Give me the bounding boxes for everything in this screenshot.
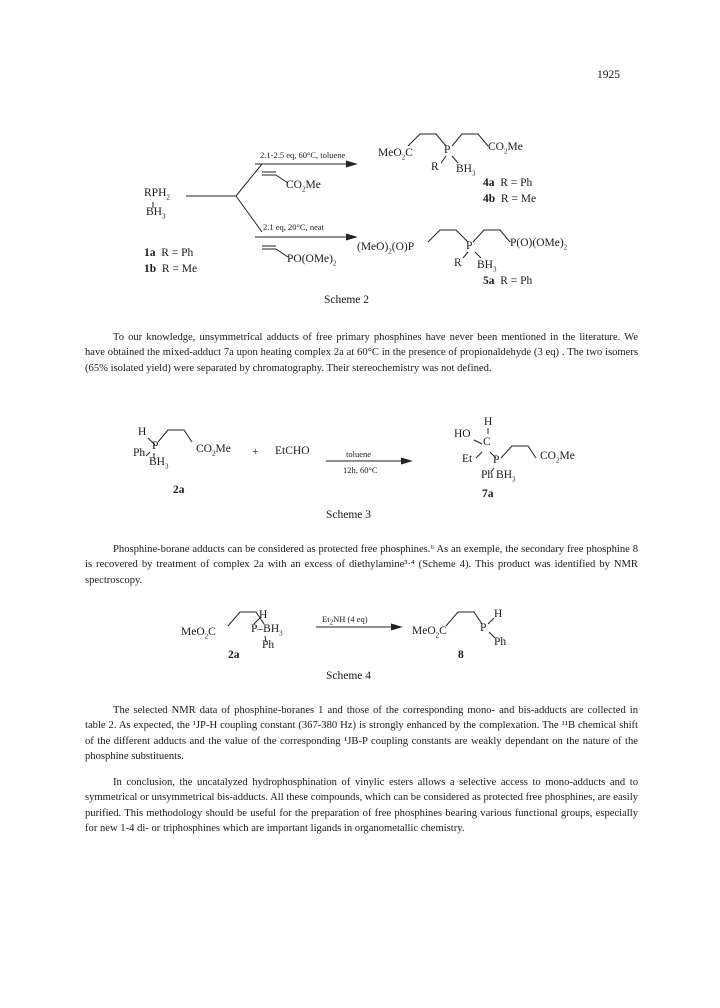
s4-ph: Ph (262, 639, 275, 651)
s3-prod-phbh3: Ph $BH_3$ (481, 469, 516, 484)
s4-arrow-head (391, 624, 401, 630)
start-formula: $RPH_2$ (144, 187, 170, 202)
s3-etcho: EtCHO (275, 445, 310, 457)
s3-conditions-bottom: 12h, 60°C (343, 465, 378, 475)
s3-prod-ho: HO (454, 428, 471, 440)
s4-label-2a: 2a (228, 649, 240, 661)
paragraph-3: The selected NMR data of phosphine-boranes 1 and those of the corresponding mono- and bis-adducts are collected in table 2. As expected, the ¹JP-H coupling constant (367-380 Hz) is strongly enhanced by the complexation. The ¹¹B chemical shift of the different adducts and the value of the corresponding ¹JB-P coupling constants are weakly dependant on the nature of the phosphine substituents. (85, 705, 638, 763)
s4-prod-ph: Ph (494, 636, 507, 648)
product-5-left-phosphonate: $(MeO)_2(O)P$ (357, 241, 415, 256)
paragraph-1: To our knowledge, unsymmetrical adducts of free primary phosphines have never been mentioned in the literature. We have obtained the mixed-adduct 7a upon heating complex 2a at 60°C in the presence of propionaldehyde (3 eq) . The two isomers (65% isolated yield) were separated by chromatography. Their stereochemistry was not defined. (85, 332, 638, 374)
s4-pbh3: $P-BH_3$ (251, 623, 283, 638)
s3-co2me: $CO_2Me$ (196, 443, 231, 458)
upper-conditions: 2.1-2.5 eq, 60°C, toluene (260, 150, 346, 160)
product-4-bh3: $BH_3$ (456, 163, 476, 178)
product-4-phosphorus: P (444, 144, 451, 156)
product-5-bh3: $BH_3$ (477, 259, 497, 274)
s3-prod-c: C (483, 436, 491, 448)
paragraph-4: In conclusion, the uncatalyzed hydrophosphination of vinylic esters allows a selective access to mono-adducts and to symmetrical or unsymmetrical bis-adducts. All these compounds, which can be considered as protected free phosphines, are easily purified. This methodology should be useful for the preparation of free phosphines bearing various functional groups, especially for new 1-4 di- or triphosphines which are important ligands in organometallic chemistry. (85, 777, 638, 835)
product-5-right-phosphonate: $P(O)(OMe)_2$ (510, 237, 568, 252)
product-5-phosphorus: P (466, 240, 473, 252)
s3-conditions-top: toluene (346, 449, 372, 459)
scheme-2-caption: Scheme 2 (324, 294, 370, 306)
start-bh3: $BH_3$ (146, 206, 166, 221)
s3-prod-co2me: $CO_2Me$ (540, 450, 575, 465)
compound-4a-label: 4a R = Ph (483, 177, 533, 189)
s4-label-8: 8 (458, 649, 464, 661)
s3-h: H (138, 426, 147, 438)
paragraph-2: Phosphine-borane adducts can be considered as protected free phosphines.⁶ As an exemple, the secondary free phosphine 8 is recovered by treatment of complex 2a with an excess of diethylamine³·⁴ (Scheme 4). This product was identified by NMR spectroscopy. (85, 544, 638, 586)
s3-ph: Ph (133, 447, 146, 459)
vinylphosphonate-reagent: $PO(OMe)_2$ (287, 253, 337, 268)
compound-5a-label: 5a R = Ph (483, 275, 533, 287)
s4-meo2c: MeO$_2$C (181, 626, 216, 641)
s4-h: H (259, 609, 268, 621)
product-4-r: R (431, 161, 439, 173)
s4-prod-h: H (494, 608, 503, 620)
acrylate-reagent: $CO_2Me$ (286, 179, 321, 194)
s4-prod-chain (446, 612, 482, 626)
s3-label-2a: 2a (173, 484, 185, 496)
product-4-right-ester: $CO_2Me$ (488, 141, 523, 156)
s4-prod-meo2c: MeO$_2$C (412, 625, 447, 640)
s3-label-7a: 7a (482, 488, 494, 500)
s3-prod-p: P (493, 454, 500, 466)
scheme-4-caption: Scheme 4 (326, 670, 372, 682)
page-number: 1925 (597, 69, 620, 81)
product-5-r: R (454, 257, 462, 269)
scheme-3-caption: Scheme 3 (326, 509, 372, 521)
s4-conditions: $Et_2NH$ (4 eq) (322, 614, 368, 627)
lower-conditions: 2.1 eq, 20°C, neat (263, 222, 324, 232)
s3-prod-et: Et (462, 453, 473, 465)
s3-prod-h: H (484, 416, 493, 428)
s3-plus: + (252, 446, 259, 458)
s4-prod-p: P (480, 622, 487, 634)
compound-1b-label: 1b R = Me (144, 263, 198, 275)
s3-p: P (152, 440, 159, 452)
compound-4b-label: 4b R = Me (483, 193, 537, 205)
product-4-left-ester: MeO$_2$C (378, 147, 413, 162)
s3-bh3: $BH_3$ (149, 456, 169, 471)
compound-1a-label: 1a R = Ph (144, 247, 194, 259)
